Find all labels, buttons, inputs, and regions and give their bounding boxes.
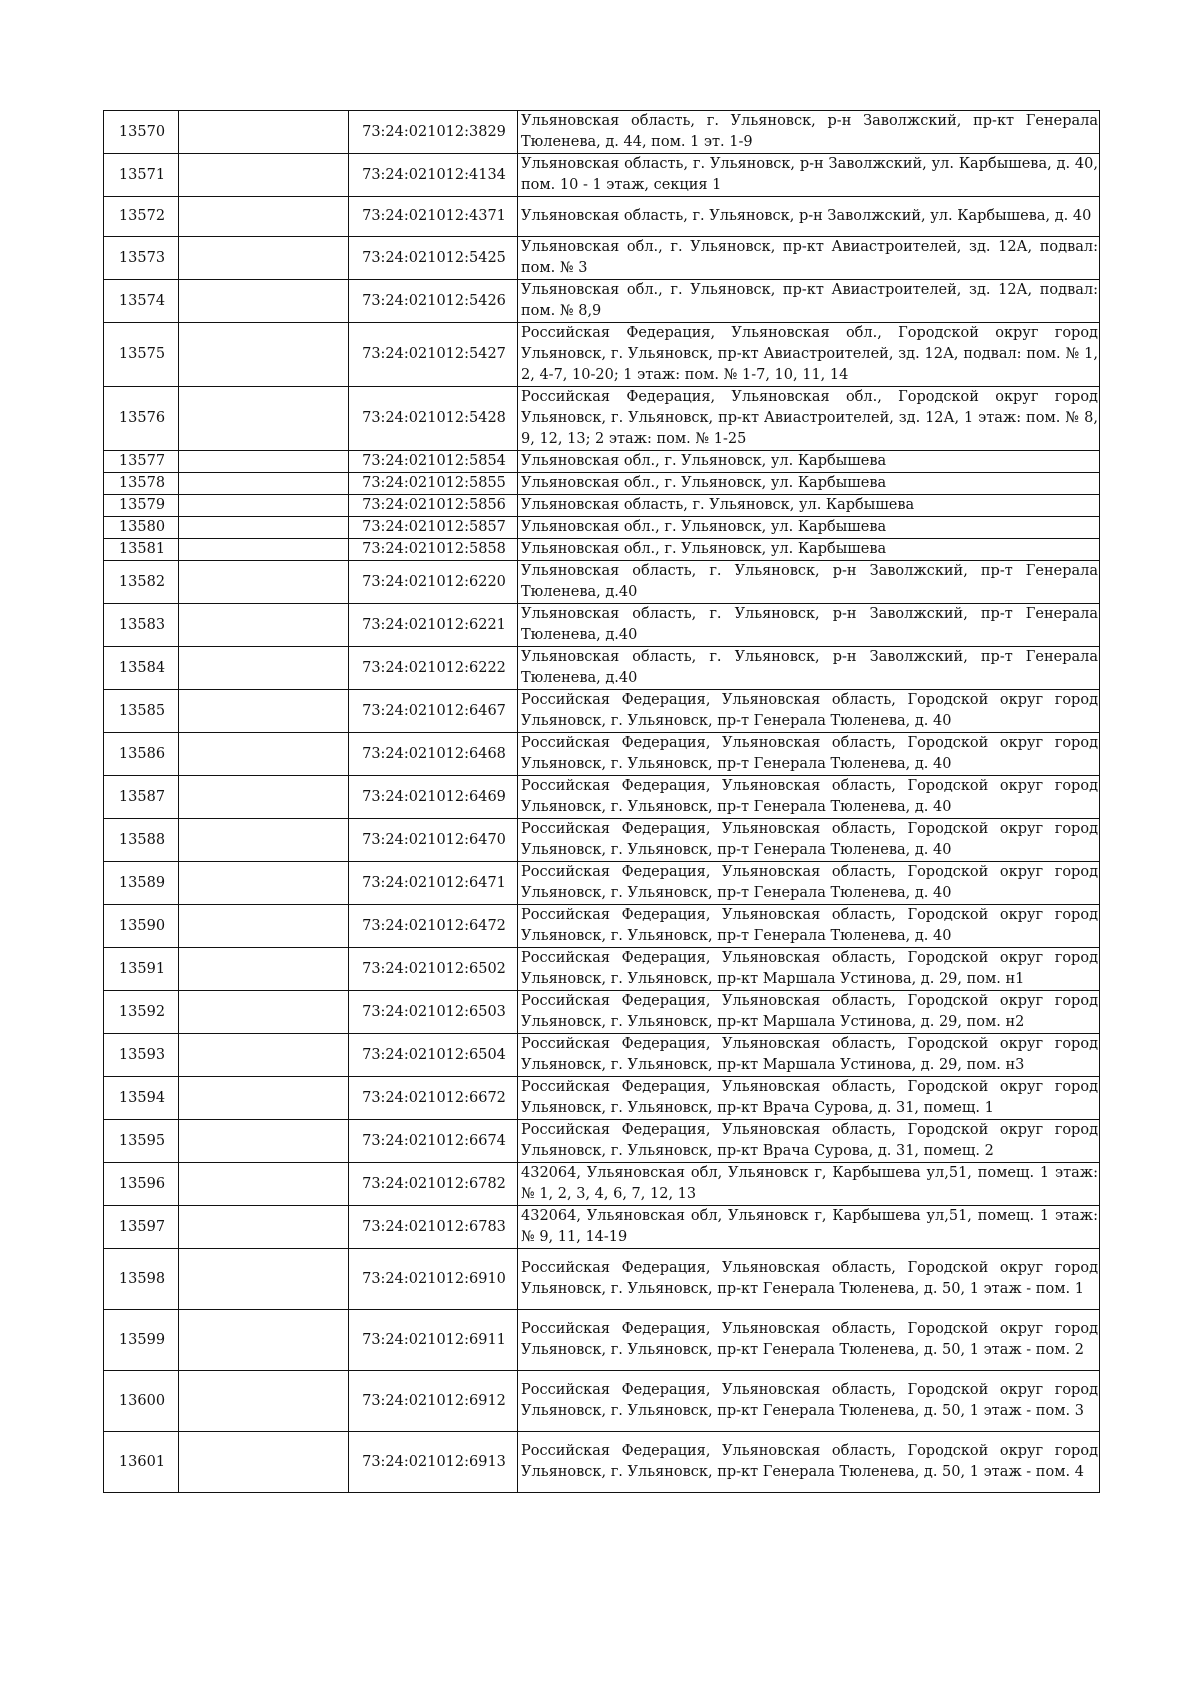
owner-cell xyxy=(179,647,349,690)
owner-cell xyxy=(179,237,349,280)
table-row xyxy=(104,561,1100,604)
address-cell: Ульяновская область, г. Ульяновск, р-н Заволжский, пр-кт Генерала Тюленева, д. 44, пом. 1 эт. 1-9 xyxy=(518,111,1100,154)
table-row xyxy=(104,776,1100,819)
owner-cell xyxy=(179,154,349,197)
address-cell: Российская Федерация, Ульяновская область, Городской округ город Ульяновск, г. Ульяновск, пр-кт Маршала Устинова, д. 29, пом. н1 xyxy=(518,948,1100,991)
row-number-cell: 13594 xyxy=(104,1077,179,1120)
table-row xyxy=(104,1163,1100,1206)
address-cell: Российская Федерация, Ульяновская область, Городской округ город Ульяновск, г. Ульяновск, пр-т Генерала Тюленева, д. 40 xyxy=(518,905,1100,948)
cadastral-number-cell: 73:24:021012:6911 xyxy=(349,1310,518,1371)
owner-cell xyxy=(179,1077,349,1120)
owner-cell xyxy=(179,1432,349,1493)
row-number-cell: 13577 xyxy=(104,451,179,473)
row-number-cell: 13580 xyxy=(104,517,179,539)
cadastral-number-cell: 73:24:021012:6471 xyxy=(349,862,518,905)
row-number-cell: 13574 xyxy=(104,280,179,323)
row-number-cell: 13588 xyxy=(104,819,179,862)
cadastral-number-cell: 73:24:021012:5427 xyxy=(349,323,518,387)
address-cell: Российская Федерация, Ульяновская область, Городской округ город Ульяновск, г. Ульяновск, пр-кт Генерала Тюленева, д. 50, 1 этаж - пом. 1 xyxy=(518,1249,1100,1310)
owner-cell xyxy=(179,323,349,387)
row-number-cell: 13596 xyxy=(104,1163,179,1206)
cadastral-number-cell: 73:24:021012:6502 xyxy=(349,948,518,991)
table-row xyxy=(104,1077,1100,1120)
row-number-cell: 13575 xyxy=(104,323,179,387)
owner-cell xyxy=(179,1034,349,1077)
owner-cell xyxy=(179,280,349,323)
cadastral-number-cell: 73:24:021012:6468 xyxy=(349,733,518,776)
row-number-cell: 13591 xyxy=(104,948,179,991)
owner-cell xyxy=(179,197,349,237)
row-number-cell: 13593 xyxy=(104,1034,179,1077)
table-row xyxy=(104,647,1100,690)
cadastral-number-cell: 73:24:021012:6504 xyxy=(349,1034,518,1077)
row-number-cell: 13599 xyxy=(104,1310,179,1371)
table-row xyxy=(104,280,1100,323)
table-row xyxy=(104,495,1100,517)
owner-cell xyxy=(179,1206,349,1249)
table-row xyxy=(104,111,1100,154)
owner-cell xyxy=(179,733,349,776)
table-row xyxy=(104,819,1100,862)
cadastral-number-cell: 73:24:021012:6472 xyxy=(349,905,518,948)
address-cell: Ульяновская область, г. Ульяновск, р-н Заволжский, ул. Карбышева, д. 40 xyxy=(518,197,1100,237)
address-cell: Российская Федерация, Ульяновская область, Городской округ город Ульяновск, г. Ульяновск, пр-кт Врача Сурова, д. 31, помещ. 2 xyxy=(518,1120,1100,1163)
table-row xyxy=(104,451,1100,473)
cadastral-number-cell: 73:24:021012:4134 xyxy=(349,154,518,197)
table-row xyxy=(104,1249,1100,1310)
cadastral-number-cell: 73:24:021012:5857 xyxy=(349,517,518,539)
address-cell: Ульяновская область, г. Ульяновск, р-н Заволжский, пр-т Генерала Тюленева, д.40 xyxy=(518,647,1100,690)
owner-cell xyxy=(179,905,349,948)
table-row xyxy=(104,154,1100,197)
owner-cell xyxy=(179,819,349,862)
row-number-cell: 13584 xyxy=(104,647,179,690)
owner-cell xyxy=(179,948,349,991)
owner-cell xyxy=(179,1371,349,1432)
owner-cell xyxy=(179,991,349,1034)
cadastral-number-cell: 73:24:021012:5856 xyxy=(349,495,518,517)
table-row xyxy=(104,948,1100,991)
address-cell: Ульяновская обл., г. Ульяновск, ул. Карбышева xyxy=(518,473,1100,495)
address-cell: Ульяновская обл., г. Ульяновск, пр-кт Авиастроителей, зд. 12А, подвал: пом. № 3 xyxy=(518,237,1100,280)
owner-cell xyxy=(179,862,349,905)
owner-cell xyxy=(179,561,349,604)
row-number-cell: 13595 xyxy=(104,1120,179,1163)
owner-cell xyxy=(179,690,349,733)
row-number-cell: 13592 xyxy=(104,991,179,1034)
address-cell: Российская Федерация, Ульяновская область, Городской округ город Ульяновск, г. Ульяновск, пр-кт Генерала Тюленева, д. 50, 1 этаж - пом. 3 xyxy=(518,1371,1100,1432)
row-number-cell: 13587 xyxy=(104,776,179,819)
address-cell: Ульяновская обл., г. Ульяновск, ул. Карбышева xyxy=(518,539,1100,561)
cadastral-number-cell: 73:24:021012:6672 xyxy=(349,1077,518,1120)
cadastral-number-cell: 73:24:021012:6222 xyxy=(349,647,518,690)
cadastral-number-cell: 73:24:021012:5854 xyxy=(349,451,518,473)
table-row xyxy=(104,539,1100,561)
row-number-cell: 13583 xyxy=(104,604,179,647)
cadastral-number-cell: 73:24:021012:5858 xyxy=(349,539,518,561)
cadastral-number-cell: 73:24:021012:6912 xyxy=(349,1371,518,1432)
cadastral-number-cell: 73:24:021012:6910 xyxy=(349,1249,518,1310)
address-cell: 432064, Ульяновская обл, Ульяновск г, Карбышева ул,51, помещ. 1 этаж: № 1, 2, 3, 4, 6, 7, 12, 13 xyxy=(518,1163,1100,1206)
address-cell: Ульяновская область, г. Ульяновск, р-н Заволжский, пр-т Генерала Тюленева, д.40 xyxy=(518,604,1100,647)
row-number-cell: 13589 xyxy=(104,862,179,905)
address-cell: Российская Федерация, Ульяновская область, Городской округ город Ульяновск, г. Ульяновск, пр-т Генерала Тюленева, д. 40 xyxy=(518,733,1100,776)
cadastral-number-cell: 73:24:021012:6782 xyxy=(349,1163,518,1206)
address-cell: Российская Федерация, Ульяновская область, Городской округ город Ульяновск, г. Ульяновск, пр-кт Маршала Устинова, д. 29, пом. н2 xyxy=(518,991,1100,1034)
table-row xyxy=(104,473,1100,495)
table-row xyxy=(104,1432,1100,1493)
row-number-cell: 13586 xyxy=(104,733,179,776)
table-row xyxy=(104,387,1100,451)
table-row xyxy=(104,1120,1100,1163)
row-number-cell: 13582 xyxy=(104,561,179,604)
cadastral-number-cell: 73:24:021012:6783 xyxy=(349,1206,518,1249)
row-number-cell: 13570 xyxy=(104,111,179,154)
owner-cell xyxy=(179,517,349,539)
row-number-cell: 13585 xyxy=(104,690,179,733)
owner-cell xyxy=(179,495,349,517)
owner-cell xyxy=(179,111,349,154)
address-cell: Российская Федерация, Ульяновская обл., Городской округ город Ульяновск, г. Ульяновск, пр-кт Авиастроителей, зд. 12А, подвал: пом. № 1, 2, 4-7, 10-20; 1 этаж: пом. № 1-7, 10, 11, 14 xyxy=(518,323,1100,387)
address-cell: Российская Федерация, Ульяновская область, Городской округ город Ульяновск, г. Ульяновск, пр-кт Маршала Устинова, д. 29, пом. н3 xyxy=(518,1034,1100,1077)
owner-cell xyxy=(179,776,349,819)
address-cell: Российская Федерация, Ульяновская область, Городской округ город Ульяновск, г. Ульяновск, пр-кт Врача Сурова, д. 31, помещ. 1 xyxy=(518,1077,1100,1120)
cadastral-number-cell: 73:24:021012:6467 xyxy=(349,690,518,733)
owner-cell xyxy=(179,451,349,473)
owner-cell xyxy=(179,1249,349,1310)
row-number-cell: 13579 xyxy=(104,495,179,517)
address-cell: Российская Федерация, Ульяновская область, Городской округ город Ульяновск, г. Ульяновск, пр-т Генерала Тюленева, д. 40 xyxy=(518,690,1100,733)
table-row xyxy=(104,1206,1100,1249)
row-number-cell: 13601 xyxy=(104,1432,179,1493)
table-row xyxy=(104,1034,1100,1077)
owner-cell xyxy=(179,1310,349,1371)
owner-cell xyxy=(179,539,349,561)
table-row xyxy=(104,197,1100,237)
table-row xyxy=(104,1371,1100,1432)
address-cell: Российская Федерация, Ульяновская обл., Городской округ город Ульяновск, г. Ульяновск, пр-кт Авиастроителей, зд. 12А, 1 этаж: пом. № 8, 9, 12, 13; 2 этаж: пом. № 1-25 xyxy=(518,387,1100,451)
owner-cell xyxy=(179,387,349,451)
owner-cell xyxy=(179,604,349,647)
cadastral-number-cell: 73:24:021012:5855 xyxy=(349,473,518,495)
table-row xyxy=(104,991,1100,1034)
property-table xyxy=(103,110,1100,1493)
owner-cell xyxy=(179,473,349,495)
address-cell: Ульяновская обл., г. Ульяновск, ул. Карбышева xyxy=(518,451,1100,473)
address-cell: Ульяновская область, г. Ульяновск, ул. Карбышева xyxy=(518,495,1100,517)
table-row xyxy=(104,323,1100,387)
row-number-cell: 13576 xyxy=(104,387,179,451)
table-row xyxy=(104,690,1100,733)
cadastral-number-cell: 73:24:021012:6913 xyxy=(349,1432,518,1493)
row-number-cell: 13581 xyxy=(104,539,179,561)
row-number-cell: 13571 xyxy=(104,154,179,197)
cadastral-number-cell: 73:24:021012:5428 xyxy=(349,387,518,451)
address-cell: Российская Федерация, Ульяновская область, Городской округ город Ульяновск, г. Ульяновск, пр-т Генерала Тюленева, д. 40 xyxy=(518,776,1100,819)
table-row xyxy=(104,237,1100,280)
table-row xyxy=(104,862,1100,905)
row-number-cell: 13590 xyxy=(104,905,179,948)
table-row xyxy=(104,905,1100,948)
cadastral-number-cell: 73:24:021012:4371 xyxy=(349,197,518,237)
cadastral-number-cell: 73:24:021012:6469 xyxy=(349,776,518,819)
cadastral-number-cell: 73:24:021012:3829 xyxy=(349,111,518,154)
table-row xyxy=(104,604,1100,647)
address-cell: Ульяновская область, г. Ульяновск, р-н Заволжский, пр-т Генерала Тюленева, д.40 xyxy=(518,561,1100,604)
row-number-cell: 13600 xyxy=(104,1371,179,1432)
property-table-body xyxy=(104,111,1100,1493)
table-row xyxy=(104,1310,1100,1371)
table-row xyxy=(104,733,1100,776)
row-number-cell: 13572 xyxy=(104,197,179,237)
cadastral-number-cell: 73:24:021012:6674 xyxy=(349,1120,518,1163)
address-cell: Российская Федерация, Ульяновская область, Городской округ город Ульяновск, г. Ульяновск, пр-кт Генерала Тюленева, д. 50, 1 этаж - пом. 4 xyxy=(518,1432,1100,1493)
address-cell: Российская Федерация, Ульяновская область, Городской округ город Ульяновск, г. Ульяновск, пр-кт Генерала Тюленева, д. 50, 1 этаж - пом. 2 xyxy=(518,1310,1100,1371)
owner-cell xyxy=(179,1120,349,1163)
cadastral-number-cell: 73:24:021012:6220 xyxy=(349,561,518,604)
owner-cell xyxy=(179,1163,349,1206)
row-number-cell: 13597 xyxy=(104,1206,179,1249)
row-number-cell: 13573 xyxy=(104,237,179,280)
address-cell: Российская Федерация, Ульяновская область, Городской округ город Ульяновск, г. Ульяновск, пр-т Генерала Тюленева, д. 40 xyxy=(518,819,1100,862)
cadastral-number-cell: 73:24:021012:5425 xyxy=(349,237,518,280)
address-cell: Российская Федерация, Ульяновская область, Городской округ город Ульяновск, г. Ульяновск, пр-т Генерала Тюленева, д. 40 xyxy=(518,862,1100,905)
table-row xyxy=(104,517,1100,539)
cadastral-number-cell: 73:24:021012:6503 xyxy=(349,991,518,1034)
row-number-cell: 13578 xyxy=(104,473,179,495)
cadastral-number-cell: 73:24:021012:6470 xyxy=(349,819,518,862)
address-cell: Ульяновская обл., г. Ульяновск, пр-кт Авиастроителей, зд. 12А, подвал: пом. № 8,9 xyxy=(518,280,1100,323)
address-cell: 432064, Ульяновская обл, Ульяновск г, Карбышева ул,51, помещ. 1 этаж: № 9, 11, 14-19 xyxy=(518,1206,1100,1249)
row-number-cell: 13598 xyxy=(104,1249,179,1310)
address-cell: Ульяновская обл., г. Ульяновск, ул. Карбышева xyxy=(518,517,1100,539)
cadastral-number-cell: 73:24:021012:6221 xyxy=(349,604,518,647)
cadastral-number-cell: 73:24:021012:5426 xyxy=(349,280,518,323)
address-cell: Ульяновская область, г. Ульяновск, р-н Заволжский, ул. Карбышева, д. 40, пом. 10 - 1 этаж, секция 1 xyxy=(518,154,1100,197)
